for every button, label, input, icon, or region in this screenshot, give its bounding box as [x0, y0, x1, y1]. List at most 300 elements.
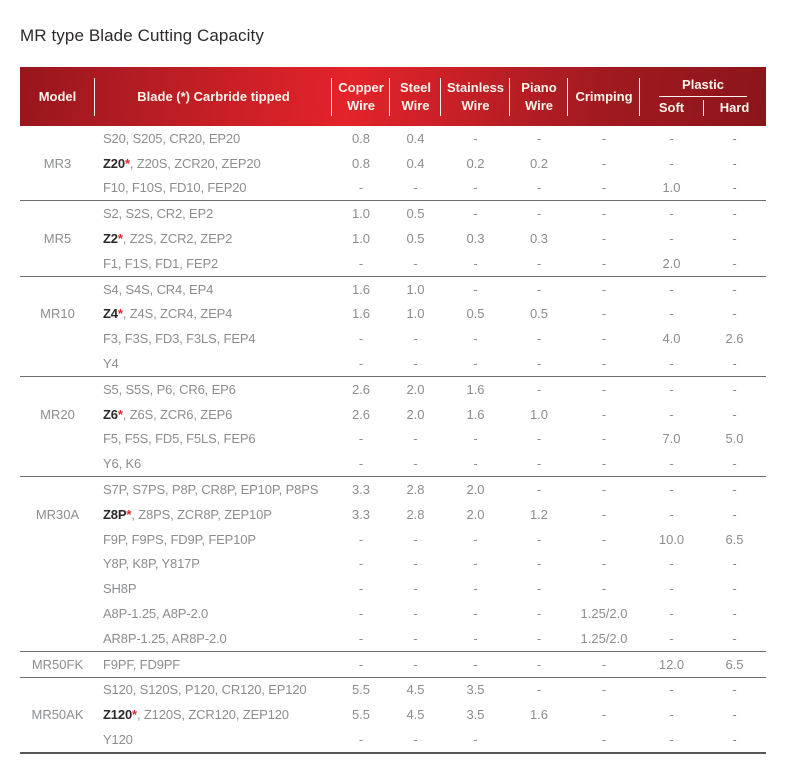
- value-cell: 0.8: [351, 155, 371, 171]
- blade-cell: [95, 331, 332, 346]
- value-cell: -: [536, 381, 542, 397]
- value-cell: -: [413, 606, 418, 622]
- blade-cell: [95, 682, 332, 697]
- table-row: [20, 552, 766, 577]
- blade-cell: [95, 206, 332, 221]
- value-cell: -: [536, 682, 542, 698]
- blade-cell: [95, 356, 332, 371]
- value-cell: -: [732, 306, 737, 322]
- table-header: [20, 67, 766, 126]
- value-cell: -: [601, 231, 607, 247]
- table-row: [20, 727, 766, 752]
- header-blade: [95, 67, 332, 126]
- value-cell: -: [732, 606, 737, 622]
- value-cell: -: [732, 556, 737, 572]
- value-cell: 0.3: [529, 231, 549, 247]
- model-cell: MR30A: [35, 506, 80, 522]
- blade-codes: F9PF, FD9PF: [103, 656, 181, 672]
- value-cell: -: [358, 456, 364, 472]
- value-cell: -: [473, 356, 478, 372]
- model-cell: MR50FK: [31, 656, 84, 672]
- header-plastic-label: Plastic: [682, 77, 724, 92]
- table-row: [20, 576, 766, 601]
- value-cell: 1.6: [351, 281, 371, 297]
- table-row: [20, 201, 766, 226]
- asterisk-mark: *: [117, 231, 123, 247]
- value-cell: -: [732, 206, 737, 222]
- asterisk-mark: *: [124, 155, 130, 171]
- value-cell: -: [473, 130, 478, 146]
- value-cell: -: [732, 630, 737, 646]
- table-row: [20, 351, 766, 376]
- blade-cell: [95, 732, 332, 747]
- value-cell: -: [358, 656, 364, 672]
- value-cell: -: [413, 531, 418, 547]
- value-cell: -: [413, 356, 418, 372]
- model-group-mr50fk: [20, 651, 766, 677]
- blade-cell: [95, 556, 332, 571]
- value-cell: -: [413, 656, 418, 672]
- value-cell: 1.0: [529, 406, 549, 422]
- value-cell: -: [732, 406, 737, 422]
- value-cell: -: [732, 356, 737, 372]
- value-cell: -: [536, 456, 542, 472]
- value-cell: 5.5: [351, 682, 371, 698]
- value-cell: -: [413, 180, 418, 196]
- value-cell: 6.5: [725, 531, 744, 547]
- blade-cell: [95, 657, 332, 672]
- asterisk-mark: *: [132, 707, 137, 723]
- table-row: [20, 402, 766, 427]
- value-cell: 0.3: [466, 231, 485, 247]
- value-cell: -: [732, 180, 737, 196]
- value-cell: 2.0: [406, 381, 425, 397]
- table-row: [20, 502, 766, 527]
- blade-codes: Y120: [103, 732, 133, 748]
- value-cell: -: [601, 331, 607, 347]
- value-cell: -: [413, 255, 418, 271]
- value-cell: 1.2: [529, 506, 549, 522]
- value-cell: -: [536, 206, 542, 222]
- value-cell: -: [601, 255, 607, 271]
- header-crimping: [568, 67, 640, 126]
- value-cell: -: [601, 130, 607, 146]
- value-cell: -: [536, 255, 542, 271]
- value-cell: -: [358, 556, 364, 572]
- value-cell: -: [473, 656, 478, 672]
- asterisk-mark: *: [126, 506, 132, 522]
- value-cell: 2.6: [351, 381, 371, 397]
- value-cell: -: [601, 406, 607, 422]
- value-cell: 1.6: [529, 707, 549, 723]
- value-cell: 2.0: [662, 255, 681, 271]
- table-row: [20, 176, 766, 201]
- value-cell: 1.25/2.0: [580, 630, 628, 646]
- header-plastic: [640, 67, 766, 126]
- value-cell: -: [473, 281, 478, 297]
- value-cell: -: [601, 155, 607, 171]
- value-cell: 1.6: [466, 406, 485, 422]
- value-cell: -: [601, 707, 607, 723]
- blade-codes: , Z2S, ZCR2, ZEP2: [122, 231, 233, 247]
- value-cell: -: [601, 732, 607, 748]
- blade-cell: [95, 431, 332, 446]
- value-cell: -: [732, 581, 737, 597]
- table-row: [20, 377, 766, 402]
- table-body: [20, 126, 766, 754]
- value-cell: -: [473, 556, 478, 572]
- value-cell: -: [473, 732, 478, 748]
- value-cell: -: [413, 456, 418, 472]
- value-cell: -: [358, 606, 364, 622]
- value-cell: 1.0: [662, 180, 681, 196]
- value-cell: -: [536, 606, 542, 622]
- value-cell: -: [669, 630, 674, 646]
- value-cell: -: [601, 381, 607, 397]
- value-cell: 0.5: [466, 306, 485, 322]
- blade-cell: [95, 382, 332, 397]
- blade-cell: [95, 256, 332, 271]
- value-cell: 2.0: [466, 506, 485, 522]
- value-cell: 1.6: [466, 381, 485, 397]
- value-cell: -: [358, 331, 364, 347]
- blade-codes: Y8P, K8P, Y817P: [103, 556, 200, 572]
- value-cell: -: [473, 206, 478, 222]
- value-cell: 1.0: [351, 206, 371, 222]
- value-cell: -: [536, 431, 542, 447]
- blade-codes: S120, S120S, P120, CR120, EP120: [103, 682, 307, 698]
- table-row: [20, 126, 766, 151]
- capacity-table: [20, 67, 766, 754]
- value-cell: -: [473, 630, 478, 646]
- page-title: MR type Blade Cutting Capacity: [20, 26, 264, 45]
- value-cell: -: [358, 732, 364, 748]
- header-steel-line1: Steel: [399, 79, 432, 95]
- header-copper-wire: [332, 67, 390, 126]
- table-row: [20, 702, 766, 727]
- value-cell: -: [473, 331, 478, 347]
- blade-codes: , Z120S, ZCR120, ZEP120: [136, 707, 289, 723]
- header-stainless-line2: Wire: [461, 97, 490, 113]
- value-cell: -: [601, 482, 607, 498]
- value-cell: -: [358, 180, 364, 196]
- blade-codes: , Z20S, ZCR20, ZEP20: [129, 155, 261, 171]
- table-row: [20, 601, 766, 626]
- table-row: [20, 277, 766, 302]
- value-cell: 1.6: [351, 306, 371, 322]
- blade-cell: [95, 482, 332, 497]
- value-cell: -: [536, 130, 542, 146]
- header-plastic-hard: Hard: [719, 100, 750, 115]
- blade-codes: F10, F10S, FD10, FEP20: [103, 180, 247, 196]
- blade-codes: Y6, K6: [103, 456, 142, 472]
- model-cell: MR5: [43, 231, 72, 247]
- value-cell: -: [358, 255, 364, 271]
- value-cell: -: [536, 180, 542, 196]
- header-copper-line1: Copper: [338, 79, 384, 95]
- value-cell: -: [358, 531, 364, 547]
- blade-cell: [95, 456, 332, 471]
- value-cell: -: [536, 331, 542, 347]
- value-cell: 12.0: [658, 656, 685, 672]
- value-cell: 3.5: [466, 707, 485, 723]
- value-cell: -: [536, 581, 542, 597]
- value-cell: -: [536, 356, 542, 372]
- value-cell: -: [473, 531, 478, 547]
- value-cell: -: [669, 606, 674, 622]
- table-row: [20, 477, 766, 502]
- value-cell: -: [732, 155, 737, 171]
- value-cell: -: [732, 231, 737, 247]
- value-cell: 0.5: [406, 206, 425, 222]
- value-cell: 3.5: [466, 682, 485, 698]
- value-cell: 5.0: [725, 431, 744, 447]
- value-cell: -: [669, 732, 674, 748]
- model-cell: MR3: [43, 155, 72, 171]
- value-cell: -: [601, 281, 607, 297]
- value-cell: -: [732, 456, 737, 472]
- value-cell: 1.0: [351, 231, 371, 247]
- table-row: [20, 678, 766, 703]
- value-cell: -: [732, 281, 737, 297]
- header-steel-wire: [390, 67, 441, 126]
- blade-code-bold: Z2: [103, 231, 118, 247]
- blade-codes: F1, F1S, FD1, FEP2: [103, 255, 219, 271]
- model-group-mr20: [20, 376, 766, 476]
- value-cell: -: [413, 556, 418, 572]
- value-cell: -: [669, 381, 674, 397]
- blade-cell: [95, 707, 332, 722]
- blade-cell: [95, 606, 332, 621]
- value-cell: -: [601, 306, 607, 322]
- header-copper-line2: Wire: [346, 97, 376, 113]
- table-row: [20, 626, 766, 651]
- header-blade-label: Blade (*) Carbride tipped: [137, 88, 290, 104]
- value-cell: 1.0: [406, 306, 425, 322]
- value-cell: 0.4: [406, 155, 425, 171]
- value-cell: 4.5: [406, 707, 425, 723]
- value-cell: -: [536, 281, 542, 297]
- value-cell: 0.4: [406, 130, 425, 146]
- value-cell: -: [669, 482, 674, 498]
- value-cell: 10.0: [658, 531, 685, 547]
- value-cell: 1.25/2.0: [580, 606, 628, 622]
- value-cell: -: [358, 581, 364, 597]
- header-steel-line2: Wire: [401, 97, 430, 113]
- value-cell: -: [601, 356, 607, 372]
- value-cell: -: [358, 431, 364, 447]
- value-cell: -: [732, 682, 737, 698]
- value-cell: -: [732, 732, 737, 748]
- blade-codes: S2, S2S, CR2, EP2: [103, 206, 214, 222]
- blade-codes: S20, S205, CR20, EP20: [103, 130, 241, 146]
- blade-cell: [95, 231, 332, 246]
- table-row: [20, 302, 766, 327]
- value-cell: 3.3: [351, 506, 371, 522]
- value-cell: 0.2: [529, 155, 549, 171]
- value-cell: 0.5: [406, 231, 425, 247]
- value-cell: -: [669, 581, 674, 597]
- value-cell: -: [358, 630, 364, 646]
- value-cell: -: [473, 581, 478, 597]
- value-cell: 5.5: [351, 707, 371, 723]
- value-cell: -: [669, 506, 674, 522]
- value-cell: -: [601, 656, 607, 672]
- value-cell: 0.2: [466, 155, 485, 171]
- value-cell: -: [601, 206, 607, 222]
- blade-cell: [95, 581, 332, 596]
- blade-codes: S4, S4S, CR4, EP4: [103, 281, 214, 297]
- value-cell: -: [601, 556, 607, 572]
- value-cell: 0.8: [351, 130, 371, 146]
- model-group-mr50ak: [20, 677, 766, 752]
- value-cell: -: [601, 682, 607, 698]
- model-cell: MR10: [40, 306, 75, 322]
- header-piano-line2: Wire: [524, 97, 554, 113]
- value-cell: -: [413, 630, 418, 646]
- value-cell: -: [536, 531, 542, 547]
- value-cell: -: [669, 707, 674, 723]
- blade-codes: F9P, F9PS, FD9P, FEP10P: [103, 531, 256, 547]
- blade-codes: AR8P-1.25, AR8P-2.0: [103, 630, 227, 646]
- model-group-mr10: [20, 276, 766, 376]
- blade-codes: Y4: [103, 356, 119, 372]
- table-row: [20, 151, 766, 176]
- value-cell: -: [601, 456, 607, 472]
- value-cell: -: [413, 431, 418, 447]
- table-row: [20, 251, 766, 276]
- blade-code-bold: Z8P: [103, 506, 127, 522]
- value-cell: -: [732, 506, 737, 522]
- blade-codes: S5, S5S, P6, CR6, EP6: [103, 381, 236, 397]
- blade-codes: S7P, S7PS, P8P, CR8P, EP10P, P8PS: [103, 482, 319, 498]
- header-plastic-soft: Soft: [658, 100, 685, 115]
- asterisk-mark: *: [117, 306, 123, 322]
- value-cell: -: [536, 656, 542, 672]
- model-cell: MR20: [40, 406, 75, 422]
- blade-codes: , Z6S, ZCR6, ZEP6: [122, 406, 233, 422]
- blade-cell: [95, 631, 332, 646]
- blade-codes: , Z4S, ZCR4, ZEP4: [122, 306, 233, 322]
- asterisk-mark: *: [117, 406, 123, 422]
- header-crimping-label: Crimping: [575, 88, 633, 104]
- value-cell: -: [732, 381, 737, 397]
- value-cell: -: [732, 130, 737, 146]
- model-group-mr5: [20, 200, 766, 275]
- value-cell: 2.6: [351, 406, 371, 422]
- value-cell: -: [601, 506, 607, 522]
- header-model-label: Model: [38, 88, 77, 104]
- value-cell: -: [601, 581, 607, 597]
- value-cell: -: [473, 180, 478, 196]
- plastic-underline: [659, 96, 747, 97]
- value-cell: -: [601, 531, 607, 547]
- value-cell: -: [473, 606, 478, 622]
- value-cell: -: [669, 356, 674, 372]
- header-model: [20, 67, 95, 126]
- blade-codes: F3, F3S, FD3, F3LS, FEP4: [103, 331, 256, 347]
- plastic-subheader: [640, 99, 766, 117]
- header-piano-wire: [510, 67, 568, 126]
- blade-cell: [95, 131, 332, 146]
- value-cell: -: [413, 732, 418, 748]
- model-cell: MR50AK: [31, 707, 84, 723]
- value-cell: 2.8: [406, 506, 425, 522]
- blade-code-bold: Z6: [103, 406, 118, 422]
- value-cell: 2.0: [406, 406, 425, 422]
- blade-codes: A8P-1.25, A8P-2.0: [103, 606, 209, 622]
- value-cell: 4.0: [662, 331, 681, 347]
- table-row: [20, 451, 766, 476]
- value-cell: 2.0: [466, 482, 485, 498]
- value-cell: 2.8: [406, 482, 425, 498]
- value-cell: -: [669, 281, 674, 297]
- blade-codes: , Z8PS, ZCR8P, ZEP10P: [131, 506, 272, 522]
- blade-code-bold: Z4: [103, 306, 118, 322]
- table-row: [20, 427, 766, 452]
- value-cell: 7.0: [662, 431, 681, 447]
- value-cell: -: [601, 431, 607, 447]
- value-cell: -: [669, 130, 674, 146]
- value-cell: -: [473, 456, 478, 472]
- value-cell: 3.3: [351, 482, 371, 498]
- model-group-mr3: [20, 126, 766, 200]
- model-group-mr30a: [20, 476, 766, 651]
- value-cell: -: [669, 556, 674, 572]
- value-cell: -: [413, 331, 418, 347]
- table-row: [20, 652, 766, 677]
- header-stainless-line1: Stainless: [446, 79, 505, 95]
- value-cell: 4.5: [406, 682, 425, 698]
- header-piano-line1: Piano: [521, 79, 557, 95]
- blade-cell: [95, 532, 332, 547]
- value-cell: -: [669, 155, 674, 171]
- value-cell: -: [732, 255, 737, 271]
- blade-cell: [95, 407, 332, 422]
- blade-cell: [95, 507, 332, 522]
- value-cell: -: [413, 581, 418, 597]
- value-cell: -: [732, 482, 737, 498]
- blade-cell: [95, 180, 332, 195]
- table-row: [20, 527, 766, 552]
- header-stainless-wire: [441, 67, 510, 126]
- value-cell: -: [669, 231, 674, 247]
- value-cell: -: [601, 180, 607, 196]
- value-cell: -: [473, 431, 478, 447]
- table-row: [20, 326, 766, 351]
- value-cell: 0.5: [529, 306, 549, 322]
- blade-code-bold: Z120: [103, 707, 133, 723]
- value-cell: -: [536, 630, 542, 646]
- blade-cell: [95, 306, 332, 321]
- value-cell: -: [473, 255, 478, 271]
- blade-code-bold: Z20: [103, 155, 125, 171]
- value-cell: -: [669, 306, 674, 322]
- value-cell: 1.0: [406, 281, 425, 297]
- value-cell: -: [669, 406, 674, 422]
- value-cell: -: [732, 707, 737, 723]
- value-cell: -: [669, 456, 674, 472]
- blade-codes: SH8P: [103, 581, 137, 597]
- value-cell: 2.6: [725, 331, 744, 347]
- value-cell: -: [669, 206, 674, 222]
- value-cell: 6.5: [725, 656, 744, 672]
- value-cell: -: [536, 556, 542, 572]
- blade-cell: [95, 156, 332, 171]
- blade-cell: [95, 282, 332, 297]
- value-cell: -: [358, 356, 364, 372]
- table-row: [20, 226, 766, 251]
